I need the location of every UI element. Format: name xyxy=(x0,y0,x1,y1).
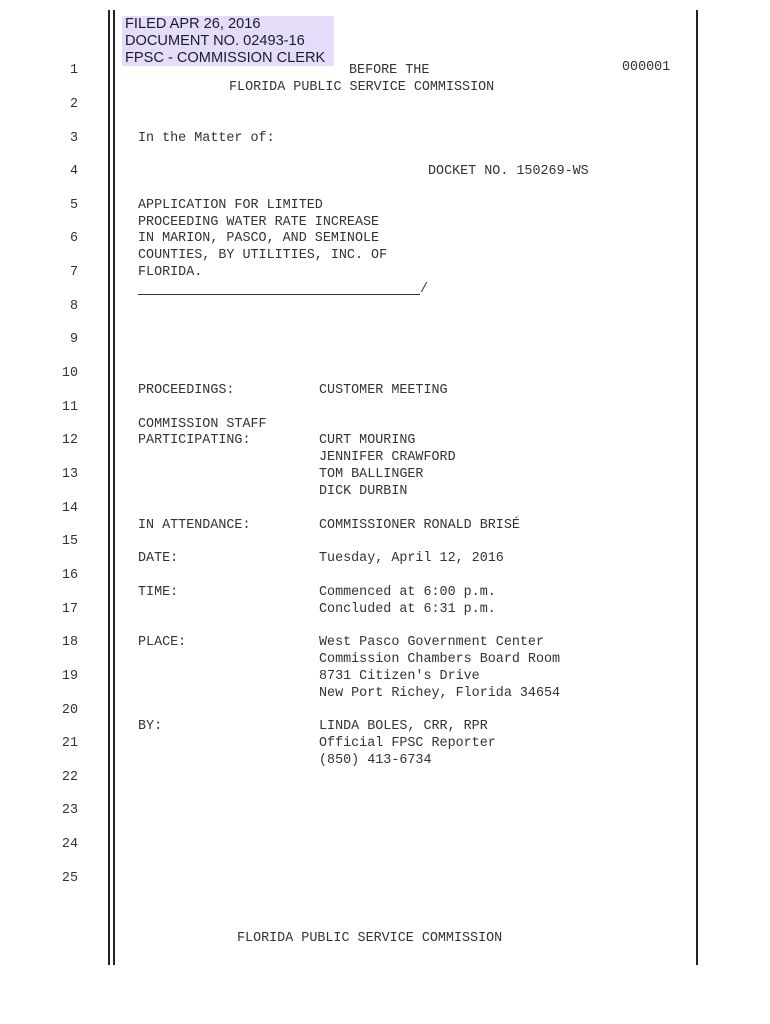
date-value: Tuesday, April 12, 2016 xyxy=(319,551,504,566)
place-value: New Port Richey, Florida 34654 xyxy=(319,686,561,701)
line-number: 7 xyxy=(69,265,78,280)
line-number: 18 xyxy=(61,635,78,650)
line-number: 25 xyxy=(61,871,78,886)
line-number: 14 xyxy=(61,501,78,516)
line-number: 24 xyxy=(61,837,78,852)
line-number: 13 xyxy=(61,467,78,482)
header-commission: FLORIDA PUBLIC SERVICE COMMISSION xyxy=(229,80,495,95)
line-number: 4 xyxy=(69,164,78,179)
staff-member: DICK DURBIN xyxy=(319,484,408,499)
line-number: 17 xyxy=(61,602,78,617)
place-label: PLACE: xyxy=(138,635,187,650)
line-number: 21 xyxy=(61,736,78,751)
application-line: PROCEEDING WATER RATE INCREASE xyxy=(138,215,380,230)
docket-number: DOCKET NO. 150269-WS xyxy=(428,164,589,179)
line-number: 19 xyxy=(61,669,78,684)
line-number: 11 xyxy=(61,400,78,415)
staff-member: CURT MOURING xyxy=(319,433,416,448)
line-number: 3 xyxy=(69,131,78,146)
application-line: COUNTIES, BY UTILITIES, INC. OF xyxy=(138,248,388,263)
time-label: TIME: xyxy=(138,585,179,600)
attendance-value: COMMISSIONER RONALD BRISÉ xyxy=(319,518,520,533)
staff-member: JENNIFER CRAWFORD xyxy=(319,450,456,465)
proceedings-value: CUSTOMER MEETING xyxy=(319,383,448,398)
caption-underline xyxy=(138,294,420,295)
page-number: 000001 xyxy=(622,60,671,75)
by-value: LINDA BOLES, CRR, RPR xyxy=(319,719,488,734)
place-value: 8731 Citizen's Drive xyxy=(319,669,480,684)
line-number: 23 xyxy=(61,803,78,818)
line-number: 5 xyxy=(69,198,78,213)
header-before: BEFORE THE xyxy=(349,63,430,78)
time-value: Concluded at 6:31 p.m. xyxy=(319,602,496,617)
line-number: 2 xyxy=(69,97,78,112)
stamp-clerk: FPSC - COMMISSION CLERK xyxy=(125,50,326,66)
matter-label: In the Matter of: xyxy=(138,131,275,146)
caption-slash: / xyxy=(420,282,429,297)
attendance-label: IN ATTENDANCE: xyxy=(138,518,251,533)
staff-label: PARTICIPATING: xyxy=(138,433,251,448)
place-value: West Pasco Government Center xyxy=(319,635,544,650)
line-number: 6 xyxy=(69,231,78,246)
left-margin-rule-outer xyxy=(108,10,110,965)
proceedings-label: PROCEEDINGS: xyxy=(138,383,235,398)
date-label: DATE: xyxy=(138,551,179,566)
line-number: 22 xyxy=(61,770,78,785)
line-number: 8 xyxy=(69,299,78,314)
application-line: FLORIDA. xyxy=(138,265,203,280)
place-value: Commission Chambers Board Room xyxy=(319,652,561,667)
line-number: 1 xyxy=(69,63,78,78)
line-number: 9 xyxy=(69,332,78,347)
line-number: 16 xyxy=(61,568,78,583)
stamp-filed-date: FILED APR 26, 2016 xyxy=(125,16,261,32)
by-value: (850) 413-6734 xyxy=(319,753,432,768)
staff-label: COMMISSION STAFF xyxy=(138,417,267,432)
by-value: Official FPSC Reporter xyxy=(319,736,496,751)
line-number: 20 xyxy=(61,703,78,718)
stamp-document-number: DOCUMENT NO. 02493-16 xyxy=(125,33,305,49)
by-label: BY: xyxy=(138,719,163,734)
footer-commission: FLORIDA PUBLIC SERVICE COMMISSION xyxy=(237,931,503,946)
left-margin-rule-inner xyxy=(113,10,115,965)
line-number: 12 xyxy=(61,433,78,448)
right-margin-rule xyxy=(696,10,698,965)
staff-member: TOM BALLINGER xyxy=(319,467,424,482)
time-value: Commenced at 6:00 p.m. xyxy=(319,585,496,600)
application-line: IN MARION, PASCO, AND SEMINOLE xyxy=(138,231,380,246)
application-line: APPLICATION FOR LIMITED xyxy=(138,198,323,213)
line-number: 15 xyxy=(61,534,78,549)
line-number: 10 xyxy=(61,366,78,381)
